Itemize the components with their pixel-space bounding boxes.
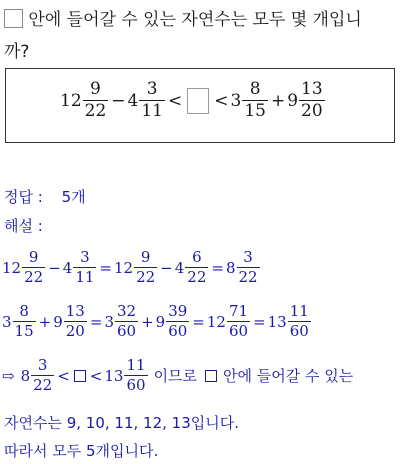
fraction-1 <box>83 81 109 120</box>
numerator: 9 <box>140 248 151 266</box>
denominator: 22 <box>136 268 156 286</box>
fraction <box>73 250 96 285</box>
equals-sign: = <box>89 312 103 331</box>
whole-3: 3 <box>230 90 242 111</box>
denominator: 60 <box>289 322 309 340</box>
whole-4: 9 <box>287 90 299 111</box>
less-than-1: < <box>168 90 183 111</box>
numerator: 13 <box>301 79 323 99</box>
numerator: 3 <box>80 248 90 266</box>
fraction <box>124 358 147 393</box>
whole: 9 <box>155 312 166 331</box>
numerator: 8 <box>19 302 29 320</box>
question-line-2 <box>4 37 29 62</box>
fraction <box>31 358 54 393</box>
denominator: 15 <box>14 322 34 340</box>
whole: 12 <box>2 258 22 277</box>
whole: 13 <box>104 366 124 385</box>
equals-sign: = <box>192 312 205 331</box>
denominator: 22 <box>24 268 44 286</box>
whole: 4 <box>174 258 185 277</box>
fraction <box>134 250 157 285</box>
equals-sign: = <box>253 312 266 331</box>
equals-sign: = <box>99 258 112 277</box>
whole-2: 4 <box>127 90 139 111</box>
numerator: 32 <box>116 302 137 320</box>
expression <box>60 81 326 120</box>
question-text-2: 까? <box>4 42 30 62</box>
minus-sign: − <box>160 258 173 277</box>
conclusion-text: 이므로 <box>153 367 198 385</box>
denominator: 22 <box>187 268 207 286</box>
whole: 3 <box>104 312 114 331</box>
solution-step-1 <box>2 250 261 285</box>
whole: 12 <box>206 312 226 331</box>
numerator: 11 <box>126 356 146 374</box>
minus-sign: − <box>111 90 126 111</box>
conclusion-text-2: 안에 들어갈 수 있는 <box>223 367 354 385</box>
solution-step-2 <box>2 304 312 339</box>
numerator: 13 <box>65 302 85 320</box>
fraction <box>13 304 36 339</box>
plus-sign: + <box>270 90 286 111</box>
denominator: 11 <box>75 268 95 286</box>
numerator: 3 <box>243 248 253 266</box>
numerator: 39 <box>168 302 188 320</box>
less-than-2: < <box>214 90 229 111</box>
answer-line <box>4 186 86 207</box>
equals-sign: = <box>211 258 224 277</box>
denominator: 22 <box>84 101 107 121</box>
fraction <box>22 250 45 285</box>
answer-blank-box[interactable] <box>187 88 209 114</box>
right-arrow-icon: ⇨ <box>2 366 15 385</box>
question-line-1 <box>4 5 362 30</box>
plus-sign: + <box>38 312 52 331</box>
fraction-2 <box>139 81 165 120</box>
denominator: 11 <box>141 101 163 121</box>
denominator: 60 <box>228 322 249 340</box>
less-than: < <box>57 366 70 385</box>
denominator: 15 <box>244 101 266 121</box>
denominator: 22 <box>238 268 258 286</box>
plus-sign: + <box>141 312 154 331</box>
fraction <box>288 304 311 339</box>
whole: 4 <box>62 258 73 277</box>
whole: 9 <box>53 312 63 331</box>
minus-sign: − <box>48 258 61 277</box>
denominator: 20 <box>301 101 323 121</box>
numerator: 11 <box>289 302 309 320</box>
fraction <box>166 304 189 339</box>
fraction <box>185 250 208 285</box>
fraction-4 <box>299 81 325 120</box>
fraction <box>115 304 138 339</box>
expression-box <box>5 68 395 143</box>
fraction <box>237 250 260 285</box>
numerator: 9 <box>90 79 101 99</box>
denominator: 22 <box>33 376 53 394</box>
whole: 13 <box>267 312 287 331</box>
answer-value: 5개 <box>61 188 86 206</box>
fraction <box>64 304 87 339</box>
less-than: < <box>89 366 103 385</box>
solution-label: 해설 : <box>4 217 43 235</box>
whole: 3 <box>2 312 12 331</box>
whole-1: 12 <box>60 90 82 111</box>
denominator: 20 <box>65 322 85 340</box>
blank-square-icon <box>74 370 86 382</box>
solution-step-3 <box>2 358 353 393</box>
fraction <box>227 304 250 339</box>
question-text-1: 안에 들어갈 수 있는 자연수는 모두 몇 개입니 <box>28 10 362 30</box>
blank-square-icon <box>205 370 217 382</box>
whole: 8 <box>20 366 31 385</box>
fraction-3 <box>242 81 268 120</box>
whole: 12 <box>113 258 134 277</box>
solution-line-5: 따라서 모두 5개입니다. <box>4 442 159 460</box>
denominator: 60 <box>116 322 137 340</box>
denominator: 60 <box>126 376 146 394</box>
denominator: 60 <box>168 322 188 340</box>
numerator: 9 <box>28 248 39 266</box>
numerator: 8 <box>249 79 261 99</box>
numerator: 6 <box>192 248 202 266</box>
numerator: 3 <box>146 79 158 99</box>
answer-label: 정답 : <box>4 188 43 206</box>
whole: 8 <box>225 258 236 277</box>
solution-line-4: 자연수는 9, 10, 11, 12, 13입니다. <box>4 414 240 432</box>
blank-box-icon <box>4 9 23 28</box>
numerator: 71 <box>228 302 249 320</box>
numerator: 3 <box>37 356 48 374</box>
